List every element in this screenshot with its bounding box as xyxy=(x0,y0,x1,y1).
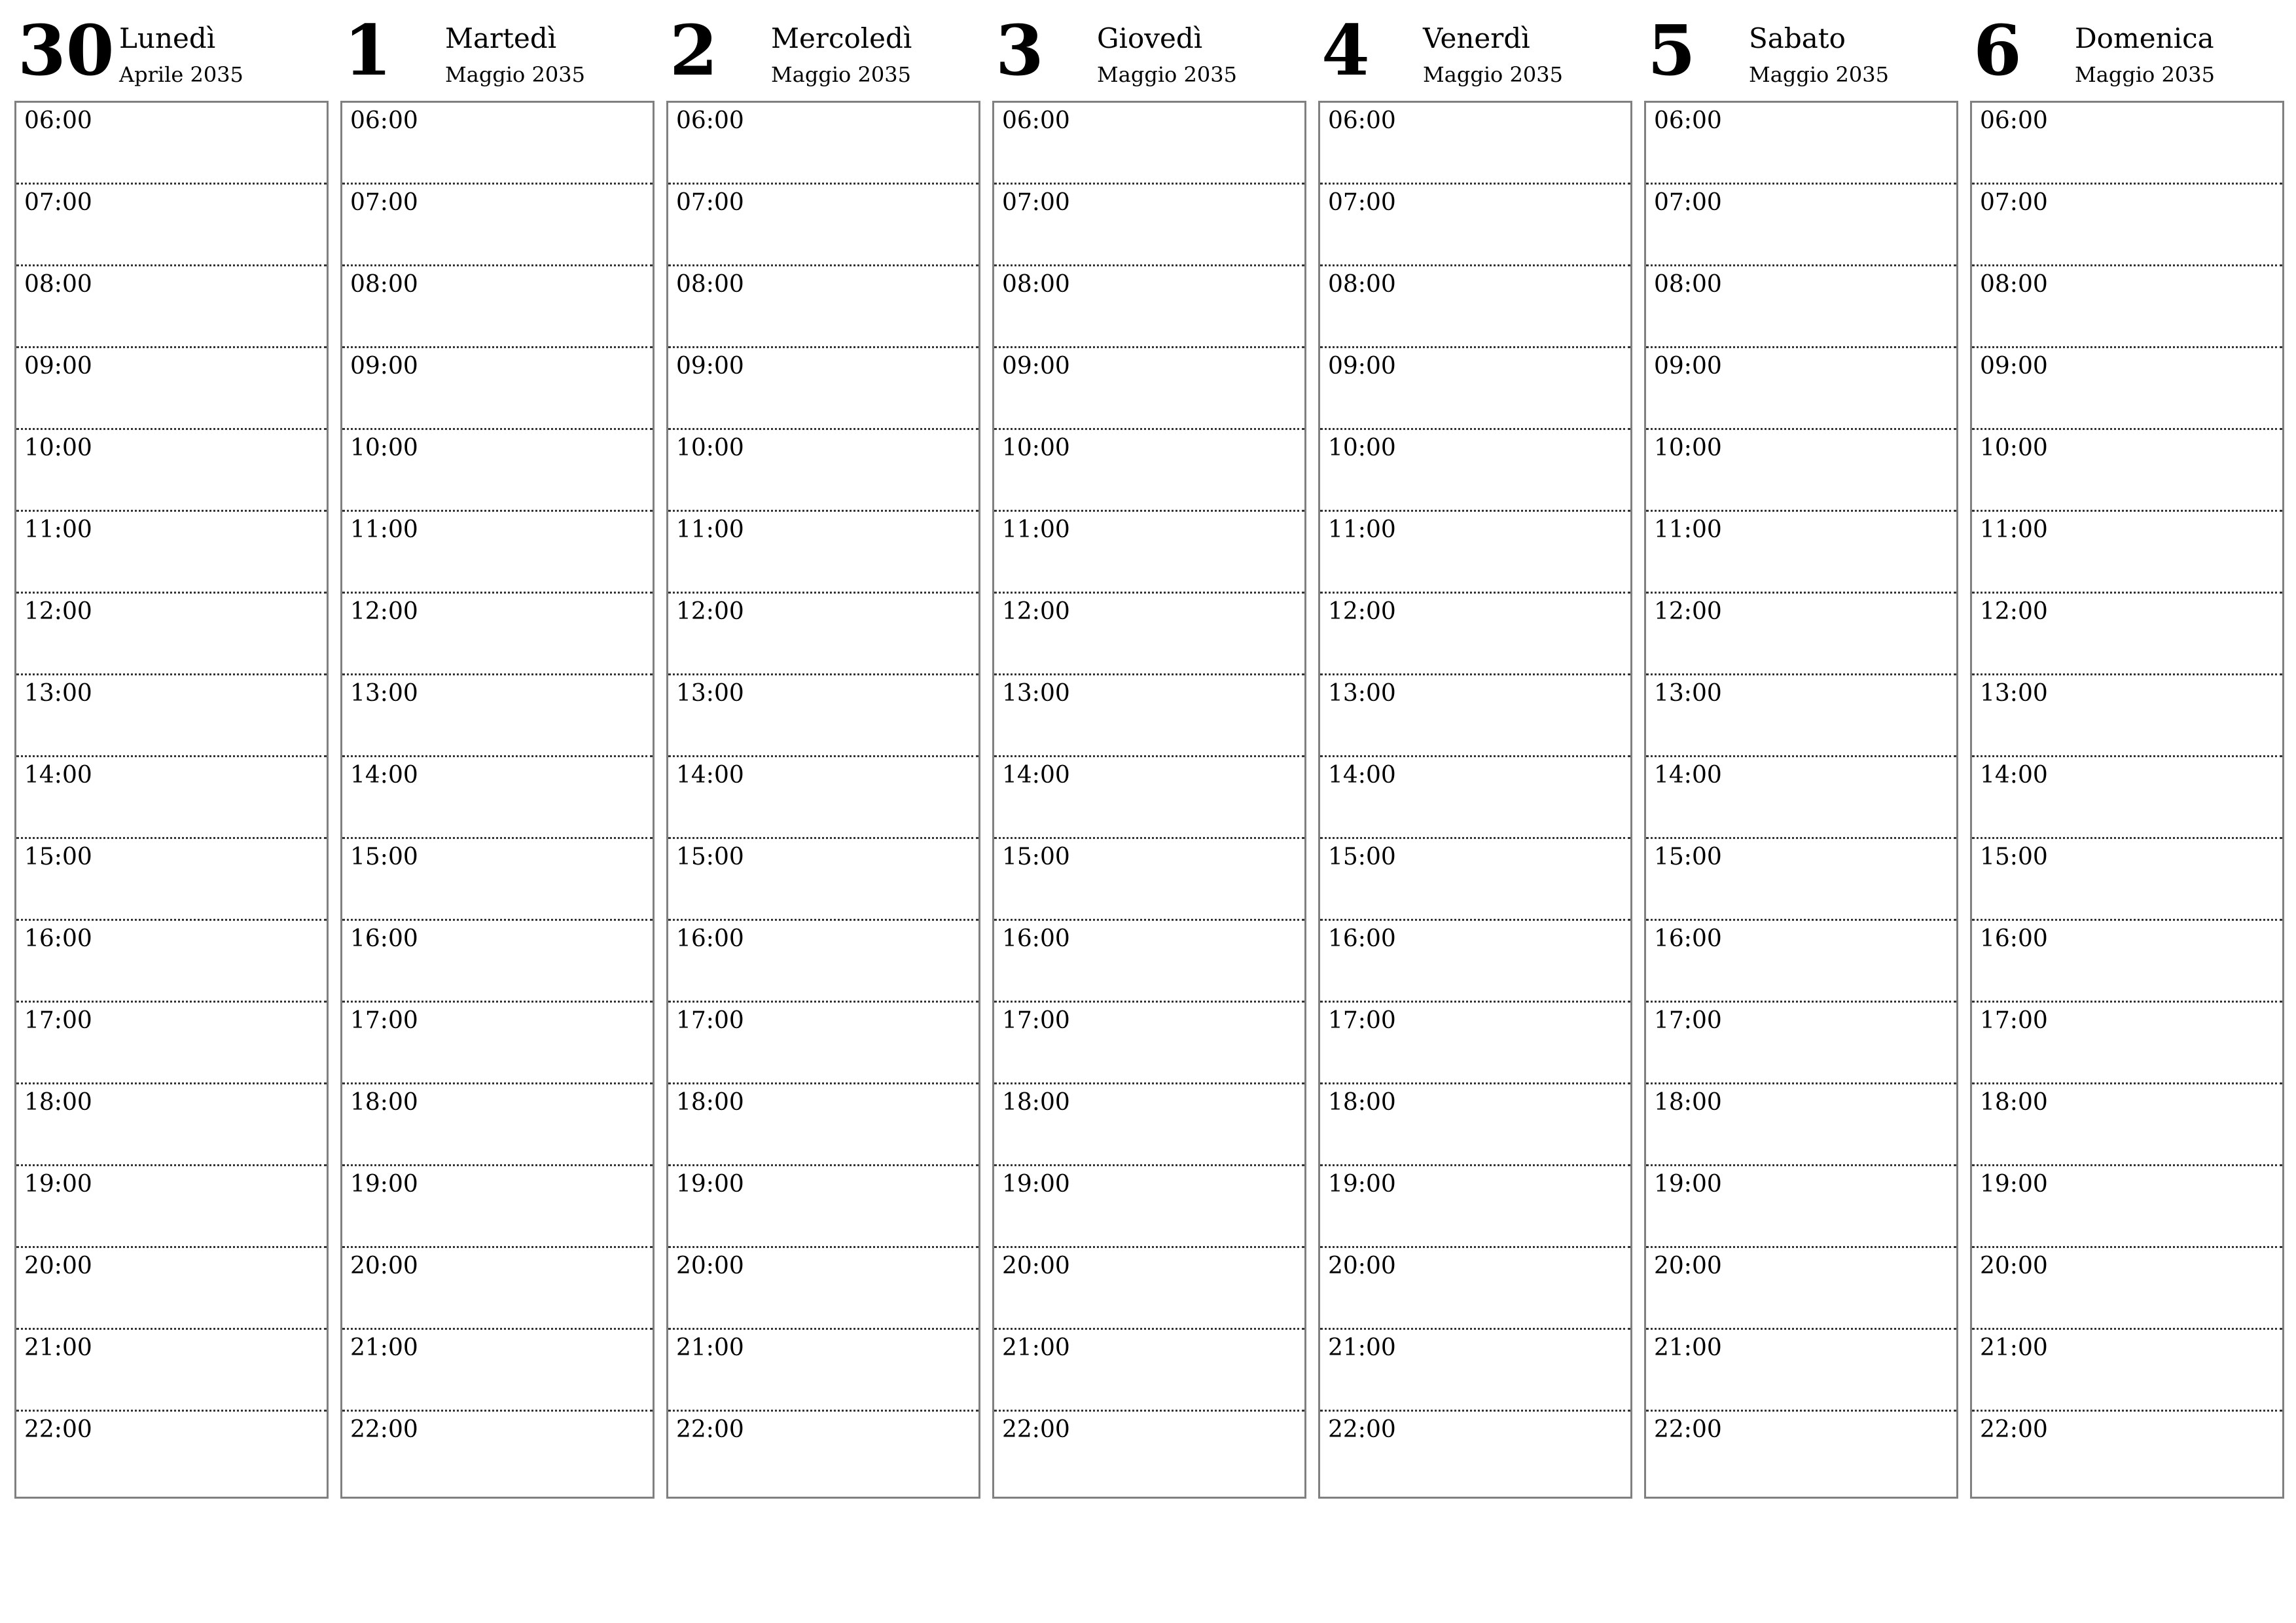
time-slot[interactable] xyxy=(1972,594,2282,675)
time-slot-label: 21:00 xyxy=(676,1334,744,1361)
time-slot-label: 08:00 xyxy=(676,271,744,298)
time-slot[interactable] xyxy=(342,757,653,839)
time-slot[interactable] xyxy=(1972,430,2282,512)
day-name: Martedì xyxy=(445,22,557,54)
day-column xyxy=(666,0,979,1499)
time-slot[interactable] xyxy=(1972,921,2282,1003)
time-slot[interactable] xyxy=(994,1248,1304,1330)
day-month: Maggio 2035 xyxy=(1423,62,1563,87)
time-slot-label: 15:00 xyxy=(1002,844,1070,870)
time-slot-label: 18:00 xyxy=(1002,1089,1070,1116)
time-slot[interactable] xyxy=(994,348,1304,430)
time-slot-label: 13:00 xyxy=(1002,680,1070,707)
time-slot[interactable] xyxy=(668,594,978,675)
time-slot-label: 06:00 xyxy=(24,107,92,134)
time-slot-label: 22:00 xyxy=(1654,1416,1722,1443)
time-slot-label: 06:00 xyxy=(1654,107,1722,134)
time-slot[interactable] xyxy=(668,757,978,839)
time-slot[interactable] xyxy=(1646,348,1956,430)
time-slot-label: 21:00 xyxy=(350,1334,418,1361)
time-slot[interactable] xyxy=(342,675,653,757)
day-schedule-box xyxy=(1318,101,1632,1499)
day-header xyxy=(1644,0,1957,98)
time-slot-label: 14:00 xyxy=(1654,762,1722,789)
time-slot[interactable] xyxy=(16,921,327,1003)
time-slot-label: 06:00 xyxy=(1328,107,1396,134)
time-slot-label: 19:00 xyxy=(24,1171,92,1198)
time-slot[interactable] xyxy=(16,103,327,185)
time-slot[interactable] xyxy=(994,430,1304,512)
time-slot-label: 14:00 xyxy=(1328,762,1396,789)
time-slot[interactable] xyxy=(16,675,327,757)
time-slot-label: 08:00 xyxy=(24,271,92,298)
time-slot[interactable] xyxy=(1972,1166,2282,1248)
time-slot[interactable] xyxy=(1972,185,2282,266)
time-slot[interactable] xyxy=(1320,103,1630,185)
time-slot-label: 20:00 xyxy=(350,1253,418,1279)
time-slot-label: 06:00 xyxy=(676,107,744,134)
time-slot-label: 18:00 xyxy=(1328,1089,1396,1116)
time-slot-label: 16:00 xyxy=(24,925,92,952)
time-slot[interactable] xyxy=(668,921,978,1003)
time-slot-label: 12:00 xyxy=(1328,598,1396,625)
time-slot-label: 07:00 xyxy=(24,189,92,216)
day-number: 5 xyxy=(1647,9,1696,91)
time-slot[interactable] xyxy=(16,1330,327,1412)
day-month: Aprile 2035 xyxy=(119,62,243,87)
time-slot[interactable] xyxy=(1972,512,2282,594)
time-slot[interactable] xyxy=(16,1248,327,1330)
time-slot-label: 19:00 xyxy=(676,1171,744,1198)
day-column xyxy=(1318,0,1631,1499)
time-slot[interactable] xyxy=(342,1412,653,1493)
time-slot[interactable] xyxy=(16,1166,327,1248)
time-slot[interactable] xyxy=(1972,1330,2282,1412)
time-slot-label: 10:00 xyxy=(24,435,92,461)
time-slot[interactable] xyxy=(1320,675,1630,757)
time-slot[interactable] xyxy=(1972,1412,2282,1493)
time-slot[interactable] xyxy=(16,839,327,921)
time-slot-label: 08:00 xyxy=(350,271,418,298)
time-slot-label: 06:00 xyxy=(1002,107,1070,134)
time-slot-label: 18:00 xyxy=(1654,1089,1722,1116)
day-name: Mercoledì xyxy=(771,22,912,54)
time-slot[interactable] xyxy=(1320,921,1630,1003)
time-slot-label: 14:00 xyxy=(676,762,744,789)
time-slot-label: 19:00 xyxy=(1980,1171,2048,1198)
time-slot-label: 11:00 xyxy=(1328,516,1396,543)
day-month: Maggio 2035 xyxy=(1097,62,1237,87)
day-schedule-box xyxy=(1970,101,2284,1499)
time-slot[interactable] xyxy=(1972,1003,2282,1084)
time-slot[interactable] xyxy=(1972,757,2282,839)
time-slot[interactable] xyxy=(994,185,1304,266)
time-slot[interactable] xyxy=(668,1166,978,1248)
time-slot-label: 16:00 xyxy=(1002,925,1070,952)
time-slot[interactable] xyxy=(1646,594,1956,675)
time-slot[interactable] xyxy=(1320,266,1630,348)
time-slot[interactable] xyxy=(342,1248,653,1330)
time-slot-label: 12:00 xyxy=(24,598,92,625)
time-slot[interactable] xyxy=(16,757,327,839)
time-slot-label: 17:00 xyxy=(1654,1007,1722,1034)
time-slot[interactable] xyxy=(1320,594,1630,675)
time-slot-label: 21:00 xyxy=(24,1334,92,1361)
day-schedule-box xyxy=(666,101,980,1499)
time-slot[interactable] xyxy=(1320,1166,1630,1248)
day-column xyxy=(340,0,653,1499)
day-number: 1 xyxy=(344,9,392,91)
time-slot-label: 11:00 xyxy=(676,516,744,543)
time-slot[interactable] xyxy=(16,594,327,675)
time-slot[interactable] xyxy=(994,1330,1304,1412)
time-slot-label: 22:00 xyxy=(676,1416,744,1443)
time-slot-label: 18:00 xyxy=(1980,1089,2048,1116)
time-slot-label: 07:00 xyxy=(1654,189,1722,216)
time-slot[interactable] xyxy=(994,512,1304,594)
day-header xyxy=(666,0,979,98)
time-slot-label: 12:00 xyxy=(350,598,418,625)
time-slot-label: 20:00 xyxy=(1002,1253,1070,1279)
time-slot[interactable] xyxy=(1646,1248,1956,1330)
time-slot[interactable] xyxy=(1646,921,1956,1003)
time-slot[interactable] xyxy=(668,1412,978,1493)
time-slot[interactable] xyxy=(994,594,1304,675)
day-column xyxy=(1970,0,2283,1499)
time-slot-label: 22:00 xyxy=(350,1416,418,1443)
time-slot[interactable] xyxy=(668,185,978,266)
time-slot[interactable] xyxy=(1646,430,1956,512)
time-slot-label: 12:00 xyxy=(676,598,744,625)
time-slot-label: 18:00 xyxy=(676,1089,744,1116)
time-slot[interactable] xyxy=(342,1166,653,1248)
time-slot[interactable] xyxy=(1320,1084,1630,1166)
time-slot[interactable] xyxy=(994,1084,1304,1166)
time-slot[interactable] xyxy=(342,103,653,185)
time-slot-label: 15:00 xyxy=(350,844,418,870)
day-header xyxy=(992,0,1305,98)
time-slot[interactable] xyxy=(342,1330,653,1412)
time-slot[interactable] xyxy=(16,1412,327,1493)
time-slot-label: 09:00 xyxy=(1002,353,1070,380)
time-slot-label: 13:00 xyxy=(1328,680,1396,707)
time-slot-label: 15:00 xyxy=(1980,844,2048,870)
time-slot-label: 17:00 xyxy=(24,1007,92,1034)
time-slot[interactable] xyxy=(994,1412,1304,1493)
day-column xyxy=(14,0,327,1499)
time-slot-label: 11:00 xyxy=(1654,516,1722,543)
time-slot-label: 17:00 xyxy=(1002,1007,1070,1034)
time-slot-label: 13:00 xyxy=(1980,680,2048,707)
time-slot[interactable] xyxy=(342,185,653,266)
time-slot[interactable] xyxy=(994,757,1304,839)
time-slot[interactable] xyxy=(1646,675,1956,757)
time-slot[interactable] xyxy=(1972,266,2282,348)
time-slot[interactable] xyxy=(1320,430,1630,512)
time-slot-label: 07:00 xyxy=(1002,189,1070,216)
time-slot-label: 21:00 xyxy=(1654,1334,1722,1361)
time-slot[interactable] xyxy=(1320,185,1630,266)
time-slot-label: 18:00 xyxy=(350,1089,418,1116)
time-slot[interactable] xyxy=(1320,1330,1630,1412)
time-slot[interactable] xyxy=(994,1003,1304,1084)
time-slot[interactable] xyxy=(668,675,978,757)
time-slot[interactable] xyxy=(1320,839,1630,921)
time-slot[interactable] xyxy=(1972,1248,2282,1330)
time-slot[interactable] xyxy=(668,839,978,921)
time-slot-label: 13:00 xyxy=(1654,680,1722,707)
time-slot[interactable] xyxy=(1320,1412,1630,1493)
time-slot-label: 19:00 xyxy=(1002,1171,1070,1198)
time-slot-label: 07:00 xyxy=(676,189,744,216)
time-slot-label: 17:00 xyxy=(1328,1007,1396,1034)
day-month: Maggio 2035 xyxy=(2075,62,2215,87)
time-slot-label: 15:00 xyxy=(24,844,92,870)
time-slot-label: 14:00 xyxy=(1002,762,1070,789)
time-slot[interactable] xyxy=(16,512,327,594)
time-slot[interactable] xyxy=(16,348,327,430)
time-slot[interactable] xyxy=(1646,1084,1956,1166)
time-slot-label: 15:00 xyxy=(676,844,744,870)
time-slot[interactable] xyxy=(1646,512,1956,594)
day-number: 3 xyxy=(996,9,1044,91)
time-slot[interactable] xyxy=(668,1003,978,1084)
time-slot-label: 09:00 xyxy=(1328,353,1396,380)
time-slot[interactable] xyxy=(994,839,1304,921)
time-slot-label: 18:00 xyxy=(24,1089,92,1116)
time-slot[interactable] xyxy=(668,1330,978,1412)
time-slot[interactable] xyxy=(1320,348,1630,430)
time-slot-label: 16:00 xyxy=(676,925,744,952)
time-slot-label: 16:00 xyxy=(1328,925,1396,952)
time-slot-label: 08:00 xyxy=(1328,271,1396,298)
time-slot[interactable] xyxy=(1972,348,2282,430)
time-slot-label: 15:00 xyxy=(1654,844,1722,870)
day-number: 2 xyxy=(670,9,718,91)
day-schedule-box xyxy=(992,101,1306,1499)
time-slot-label: 10:00 xyxy=(350,435,418,461)
day-name: Domenica xyxy=(2075,22,2214,54)
time-slot[interactable] xyxy=(1646,757,1956,839)
time-slot-label: 08:00 xyxy=(1002,271,1070,298)
time-slot[interactable] xyxy=(668,512,978,594)
time-slot[interactable] xyxy=(1320,1248,1630,1330)
time-slot[interactable] xyxy=(668,1248,978,1330)
day-month: Maggio 2035 xyxy=(445,62,585,87)
day-schedule-box xyxy=(14,101,329,1499)
time-slot[interactable] xyxy=(16,266,327,348)
time-slot[interactable] xyxy=(342,430,653,512)
time-slot-label: 06:00 xyxy=(350,107,418,134)
time-slot-label: 14:00 xyxy=(24,762,92,789)
time-slot[interactable] xyxy=(342,839,653,921)
time-slot-label: 13:00 xyxy=(24,680,92,707)
day-name: Lunedì xyxy=(119,22,216,54)
time-slot-label: 22:00 xyxy=(1002,1416,1070,1443)
time-slot[interactable] xyxy=(1320,1003,1630,1084)
time-slot[interactable] xyxy=(1646,1003,1956,1084)
time-slot-label: 12:00 xyxy=(1654,598,1722,625)
time-slot[interactable] xyxy=(1320,512,1630,594)
time-slot-label: 10:00 xyxy=(1328,435,1396,461)
time-slot-label: 08:00 xyxy=(1980,271,2048,298)
time-slot[interactable] xyxy=(1646,103,1956,185)
time-slot[interactable] xyxy=(994,1166,1304,1248)
time-slot-label: 09:00 xyxy=(676,353,744,380)
time-slot-label: 10:00 xyxy=(676,435,744,461)
time-slot-label: 22:00 xyxy=(24,1416,92,1443)
time-slot-label: 20:00 xyxy=(1328,1253,1396,1279)
day-header xyxy=(1318,0,1631,98)
time-slot[interactable] xyxy=(1646,266,1956,348)
time-slot[interactable] xyxy=(342,1084,653,1166)
time-slot-label: 22:00 xyxy=(1328,1416,1396,1443)
time-slot-label: 17:00 xyxy=(676,1007,744,1034)
time-slot[interactable] xyxy=(1646,839,1956,921)
time-slot-label: 11:00 xyxy=(1980,516,2048,543)
day-column xyxy=(1644,0,1957,1499)
time-slot-label: 20:00 xyxy=(676,1253,744,1279)
time-slot[interactable] xyxy=(16,430,327,512)
time-slot-label: 11:00 xyxy=(350,516,418,543)
time-slot-label: 08:00 xyxy=(1654,271,1722,298)
time-slot-label: 20:00 xyxy=(1654,1253,1722,1279)
time-slot-label: 19:00 xyxy=(1328,1171,1396,1198)
time-slot[interactable] xyxy=(1646,1166,1956,1248)
time-slot-label: 07:00 xyxy=(1980,189,2048,216)
time-slot-label: 06:00 xyxy=(1980,107,2048,134)
time-slot-label: 11:00 xyxy=(24,516,92,543)
time-slot[interactable] xyxy=(1320,757,1630,839)
day-header xyxy=(14,0,327,98)
time-slot-label: 16:00 xyxy=(350,925,418,952)
time-slot[interactable] xyxy=(342,1003,653,1084)
time-slot-label: 09:00 xyxy=(24,353,92,380)
time-slot-label: 16:00 xyxy=(1654,925,1722,952)
time-slot[interactable] xyxy=(1972,839,2282,921)
day-header xyxy=(1970,0,2283,98)
time-slot[interactable] xyxy=(668,430,978,512)
time-slot[interactable] xyxy=(1646,1412,1956,1493)
weekly-planner xyxy=(14,0,2282,1505)
day-schedule-box xyxy=(340,101,655,1499)
time-slot[interactable] xyxy=(994,675,1304,757)
time-slot-label: 07:00 xyxy=(350,189,418,216)
time-slot-label: 09:00 xyxy=(1654,353,1722,380)
time-slot-label: 21:00 xyxy=(1002,1334,1070,1361)
time-slot-label: 14:00 xyxy=(1980,762,2048,789)
time-slot[interactable] xyxy=(342,594,653,675)
time-slot-label: 16:00 xyxy=(1980,925,2048,952)
day-name: Giovedì xyxy=(1097,22,1203,54)
time-slot-label: 17:00 xyxy=(1980,1007,2048,1034)
time-slot-label: 15:00 xyxy=(1328,844,1396,870)
time-slot[interactable] xyxy=(668,266,978,348)
day-number: 30 xyxy=(18,9,115,91)
day-name: Venerdì xyxy=(1423,22,1530,54)
time-slot-label: 10:00 xyxy=(1654,435,1722,461)
time-slot-label: 21:00 xyxy=(1328,1334,1396,1361)
time-slot-label: 20:00 xyxy=(1980,1253,2048,1279)
time-slot[interactable] xyxy=(16,185,327,266)
time-slot-label: 21:00 xyxy=(1980,1334,2048,1361)
time-slot[interactable] xyxy=(668,103,978,185)
time-slot[interactable] xyxy=(1972,675,2282,757)
time-slot-label: 19:00 xyxy=(1654,1171,1722,1198)
time-slot[interactable] xyxy=(16,1003,327,1084)
time-slot-label: 11:00 xyxy=(1002,516,1070,543)
time-slot[interactable] xyxy=(994,921,1304,1003)
time-slot-label: 17:00 xyxy=(350,1007,418,1034)
time-slot[interactable] xyxy=(1972,103,2282,185)
day-header xyxy=(340,0,653,98)
day-month: Maggio 2035 xyxy=(1749,62,1889,87)
time-slot[interactable] xyxy=(1972,1084,2282,1166)
day-schedule-box xyxy=(1644,101,1958,1499)
time-slot[interactable] xyxy=(994,266,1304,348)
day-number: 4 xyxy=(1321,9,1370,91)
time-slot[interactable] xyxy=(668,1084,978,1166)
time-slot-label: 13:00 xyxy=(676,680,744,707)
time-slot[interactable] xyxy=(994,103,1304,185)
day-number: 6 xyxy=(1973,9,2022,91)
time-slot-label: 07:00 xyxy=(1328,189,1396,216)
time-slot-label: 22:00 xyxy=(1980,1416,2048,1443)
time-slot[interactable] xyxy=(342,348,653,430)
time-slot[interactable] xyxy=(342,921,653,1003)
time-slot[interactable] xyxy=(668,348,978,430)
time-slot-label: 14:00 xyxy=(350,762,418,789)
time-slot-label: 12:00 xyxy=(1002,598,1070,625)
time-slot[interactable] xyxy=(1646,1330,1956,1412)
time-slot-label: 10:00 xyxy=(1002,435,1070,461)
time-slot-label: 19:00 xyxy=(350,1171,418,1198)
time-slot-label: 10:00 xyxy=(1980,435,2048,461)
time-slot-label: 13:00 xyxy=(350,680,418,707)
time-slot-label: 09:00 xyxy=(350,353,418,380)
day-month: Maggio 2035 xyxy=(771,62,911,87)
day-name: Sabato xyxy=(1749,22,1846,54)
time-slot-label: 09:00 xyxy=(1980,353,2048,380)
time-slot-label: 20:00 xyxy=(24,1253,92,1279)
time-slot[interactable] xyxy=(342,512,653,594)
time-slot-label: 12:00 xyxy=(1980,598,2048,625)
day-column xyxy=(992,0,1305,1499)
time-slot[interactable] xyxy=(1646,185,1956,266)
time-slot[interactable] xyxy=(342,266,653,348)
time-slot[interactable] xyxy=(16,1084,327,1166)
